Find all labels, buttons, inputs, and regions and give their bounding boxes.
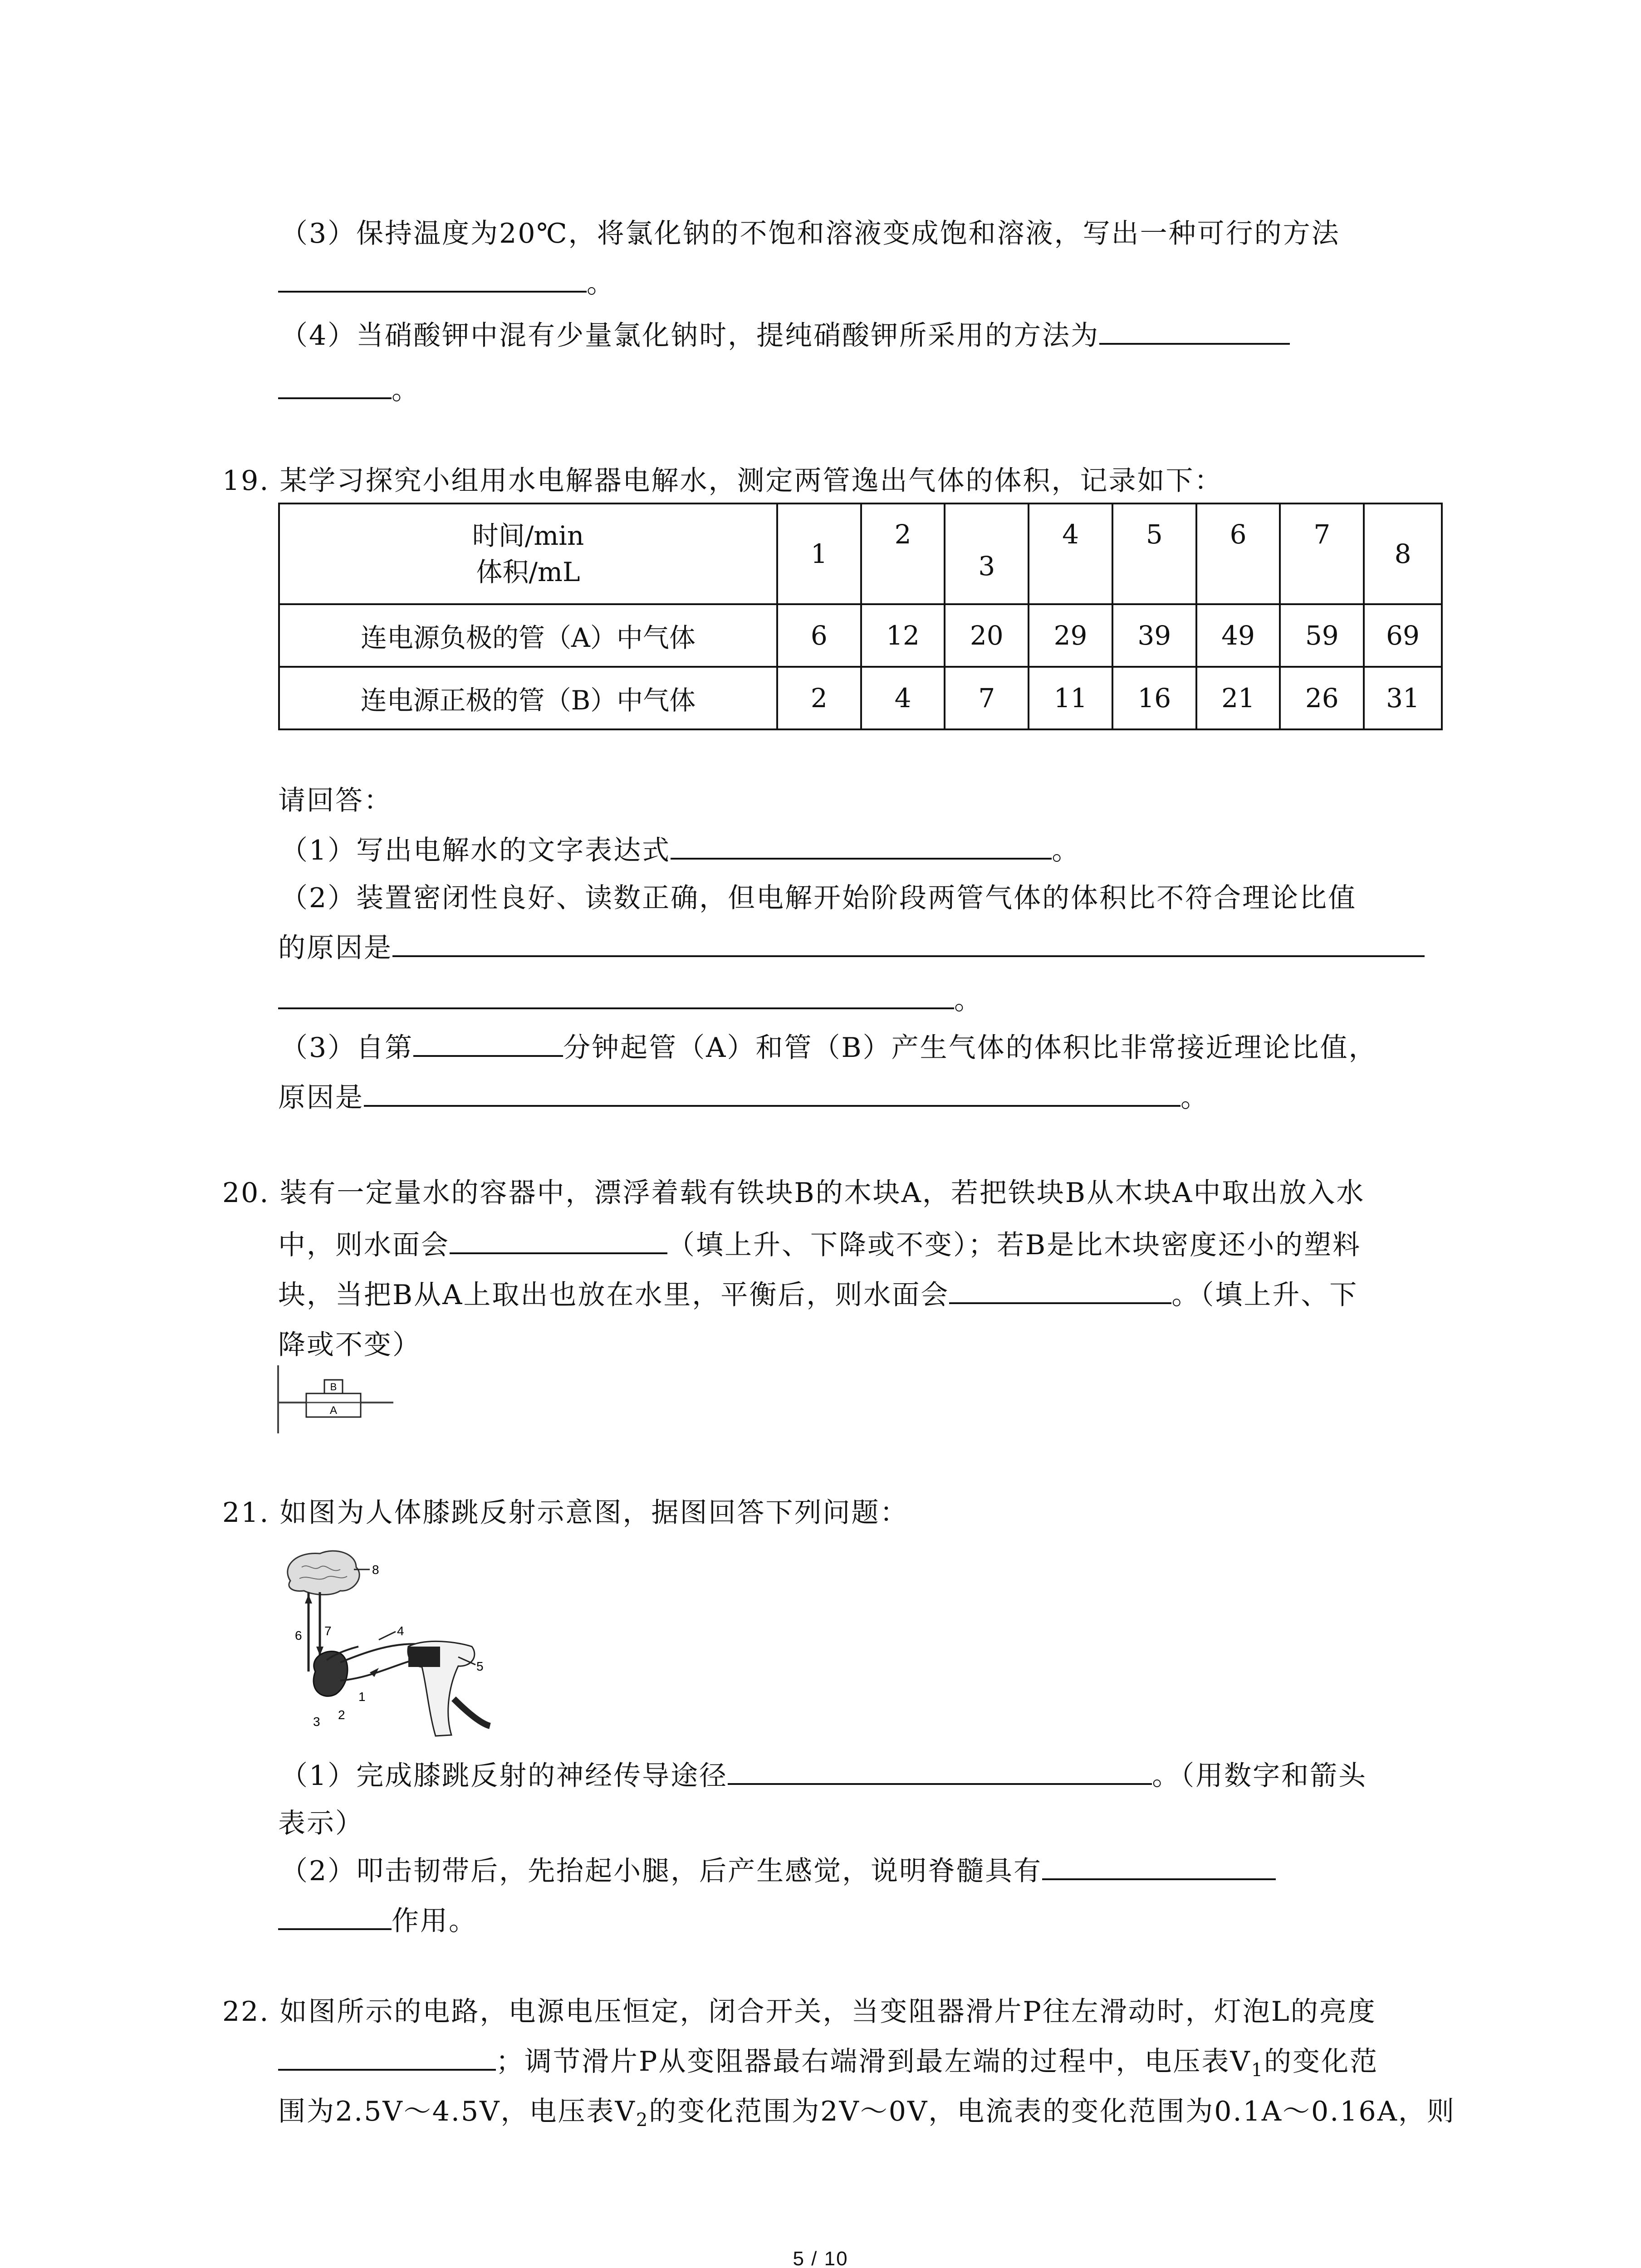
table-row (279, 667, 1442, 729)
q22-text: 的变化范 (1264, 2046, 1379, 2077)
table-cell (1364, 604, 1442, 667)
q21-part2-cont (278, 1901, 477, 1941)
q19-part3-text: （3）自第 (280, 1032, 414, 1064)
label-1: 1 (358, 1690, 366, 1704)
q20-line2 (278, 1225, 1361, 1266)
time-value: 1 (810, 538, 828, 569)
q19-stem-text: 某学习探究小组用水电解器电解水，测定两管逸出气体的体积，记录如下： (279, 465, 1223, 497)
question-number: 22. (222, 1996, 270, 2028)
time-value: 3 (978, 551, 995, 582)
table-cell (1029, 667, 1112, 729)
label-3: 3 (313, 1715, 320, 1729)
q21-stem (222, 1492, 909, 1533)
q21-stem-text: 如图为人体膝跳反射示意图，据图回答下列问题： (279, 1497, 909, 1529)
q19-part1-end: 。 (1052, 835, 1081, 866)
cell-value: 16 (1137, 683, 1171, 714)
q18-part3-answer-line (278, 263, 615, 304)
table-cell (861, 604, 945, 667)
label-2: 2 (338, 1708, 345, 1722)
cell-value: 6 (810, 620, 828, 651)
q21-part1-text-cont: 。（用数字和箭头 (1152, 1760, 1367, 1792)
q22-text: ；调节滑片P从变阻器最右端滑到最左端的过程中，电压表V (496, 2046, 1251, 2077)
q20-text: 降或不变） (278, 1329, 421, 1361)
cell-value: 69 (1386, 620, 1420, 651)
q19-part2-reason-label: 的原因是 (278, 932, 392, 964)
label-6: 6 (295, 1628, 302, 1642)
answer-blank[interactable] (364, 1078, 1181, 1107)
electrolysis-data-table (278, 503, 1443, 730)
cell-value: 21 (1221, 683, 1255, 714)
table-cell (1280, 667, 1364, 729)
cell-value: 11 (1053, 683, 1087, 714)
q19-part2-reason (278, 928, 1425, 968)
time-value: 4 (1062, 519, 1079, 550)
q21-part1-text-end: 表示） (278, 1808, 364, 1839)
table-row (279, 604, 1442, 667)
time-value: 8 (1394, 538, 1411, 569)
q21-part1 (280, 1755, 1367, 1796)
q19-part3-text-cont: 分钟起管（A）和管（B）产生气体的体积比非常接近理论比值， (563, 1032, 1377, 1064)
answer-blank[interactable] (728, 1756, 1152, 1785)
q21-part2 (280, 1851, 1276, 1892)
q20-text: （填上升、下降或不变）；若B是比木块密度还小的塑料 (667, 1229, 1362, 1261)
q22-text: 的变化范围为2V～0V，电流表的变化范围为0.1A～0.16A，则 (649, 2096, 1455, 2127)
cell-value: 26 (1305, 683, 1339, 714)
q20-text: 块，当把B从A上取出也放在水里，平衡后，则水面会 (278, 1279, 950, 1311)
header-time-label: 时间/min (472, 520, 584, 551)
knee-jerk-reflex-diagram (277, 1549, 522, 1742)
table-cell (777, 667, 861, 729)
brain-shape (288, 1551, 359, 1595)
label-7: 7 (324, 1624, 332, 1638)
table-header-cell (279, 503, 777, 604)
q21-part1-cont (278, 1803, 364, 1844)
label-4: 4 (397, 1624, 404, 1638)
answer-blank[interactable] (1099, 316, 1290, 345)
q20-line3 (278, 1275, 1358, 1315)
time-cell (1029, 503, 1112, 604)
q20-line1 (222, 1173, 1365, 1213)
table-header-row (279, 503, 1442, 604)
cell-value: 2 (810, 683, 828, 714)
q22-text: 如图所示的电路，电源电压恒定，闭合开关，当变阻器滑片P往左滑动时，灯泡L的亮度 (279, 1996, 1376, 2028)
q19-part3-reason-label: 原因是 (278, 1082, 364, 1114)
q21-part1-text: （1）完成膝跳反射的神经传导途径 (280, 1760, 728, 1792)
time-cell (945, 503, 1029, 604)
time-value: 7 (1313, 519, 1331, 550)
label-8: 8 (372, 1563, 379, 1577)
cell-value: 49 (1221, 620, 1255, 651)
q22-line3 (278, 2091, 1455, 2141)
cell-value: 31 (1386, 683, 1420, 714)
q19-stem (222, 460, 1223, 501)
table-cell (1029, 604, 1112, 667)
block-b-label: B (330, 1381, 337, 1393)
q18-part4 (280, 315, 1290, 356)
q19-part3-reason (278, 1077, 1209, 1118)
cell-value: 20 (970, 620, 1004, 651)
time-value: 2 (894, 519, 911, 550)
label-5: 5 (476, 1659, 484, 1673)
page-number: 5 / 10 (793, 2248, 848, 2268)
q22-line2 (278, 2041, 1378, 2091)
q18-part3-end: 。 (587, 268, 615, 299)
row-label (279, 604, 777, 667)
floating-block-figure (274, 1365, 397, 1433)
table-cell (1196, 667, 1280, 729)
table-cell (1196, 604, 1280, 667)
question-number: 21. (222, 1497, 270, 1529)
time-cell (1196, 503, 1280, 604)
time-cell (1364, 503, 1442, 604)
time-value: 5 (1146, 519, 1163, 550)
row-label-text: 连电源正极的管（B）中气体 (360, 685, 696, 716)
q19-part1-text: （1）写出电解水的文字表达式 (280, 835, 671, 866)
cell-value: 7 (978, 683, 995, 714)
time-value: 6 (1230, 519, 1247, 550)
subscript: 2 (636, 2110, 649, 2131)
q19-part1 (280, 830, 1080, 871)
q20-line4 (278, 1325, 421, 1365)
q20-text: 中，则水面会 (278, 1229, 450, 1261)
header-volume-label: 体积/mL (476, 557, 580, 587)
table-cell (1364, 667, 1442, 729)
q18-part4-end: 。 (392, 374, 420, 406)
q19-part2-text: （2）装置密闭性良好、读数正确，但电解开始阶段两管气体的体积比不符合理论比值 (280, 882, 1357, 914)
q19-part2-answer-line (278, 980, 983, 1021)
q19-part2 (280, 878, 1357, 919)
answer-prompt-text: 请回答： (278, 785, 392, 816)
table-cell (1112, 667, 1196, 729)
table-cell (861, 667, 945, 729)
answer-blank[interactable] (278, 370, 392, 399)
answer-blank[interactable] (413, 1028, 563, 1057)
cell-value: 12 (886, 620, 920, 651)
question-number: 19. (222, 465, 270, 497)
time-cell (1280, 503, 1364, 604)
question-number: 20. (222, 1177, 270, 1209)
q19-part3 (280, 1027, 1377, 1068)
answer-blank[interactable] (392, 928, 1425, 957)
q21-part2-text: （2）叩击韧带后，先抬起小腿，后产生感觉，说明脊髓具有 (280, 1855, 1043, 1887)
table-cell (777, 604, 861, 667)
cell-value: 59 (1305, 620, 1339, 651)
time-cell (777, 503, 861, 604)
table-cell (1280, 604, 1364, 667)
block-a-label: A (329, 1404, 338, 1417)
table-cell (945, 604, 1029, 667)
q20-text: 装有一定量水的容器中，漂浮着载有铁块B的木块A，若把铁块B从木块A中取出放入水 (279, 1177, 1365, 1209)
q21-part2-text-end: 作用。 (392, 1905, 477, 1937)
answer-blank[interactable] (450, 1225, 667, 1254)
q19-part3-end: 。 (1181, 1082, 1209, 1114)
answer-blank[interactable] (278, 1901, 392, 1930)
row-label (279, 667, 777, 729)
cell-value: 4 (894, 683, 911, 714)
q18-part4-text: （4）当硝酸钾中混有少量氯化钠时，提纯硝酸钾所采用的方法为 (280, 320, 1100, 352)
answer-blank[interactable] (1042, 1851, 1276, 1880)
q20-text: 。（填上升、下 (1171, 1279, 1358, 1311)
q22-text: 围为2.5V～4.5V，电压表V (278, 2096, 636, 2127)
answer-blank[interactable] (278, 980, 954, 1009)
answer-blank[interactable] (278, 264, 587, 293)
cell-value: 39 (1137, 620, 1171, 651)
answer-blank[interactable] (949, 1275, 1171, 1304)
table-cell (1112, 604, 1196, 667)
q18-part3-text: （3）保持温度为20℃，将氯化钠的不饱和溶液变成饱和溶液，写出一种可行的方法 (280, 218, 1340, 249)
subscript: 1 (1251, 2060, 1264, 2081)
answer-blank[interactable] (671, 831, 1052, 860)
cell-value: 29 (1053, 620, 1087, 651)
q18-part3 (280, 213, 1340, 254)
q19-answer-prompt (278, 780, 392, 821)
q19-part2-end: 。 (954, 984, 983, 1016)
answer-blank[interactable] (278, 2042, 496, 2071)
time-cell (861, 503, 945, 604)
time-cell (1112, 503, 1196, 604)
row-label-text: 连电源负极的管（A）中气体 (361, 622, 696, 653)
q22-line1 (222, 1991, 1376, 2032)
q18-part4-answer-line (278, 370, 420, 411)
table-cell (945, 667, 1029, 729)
